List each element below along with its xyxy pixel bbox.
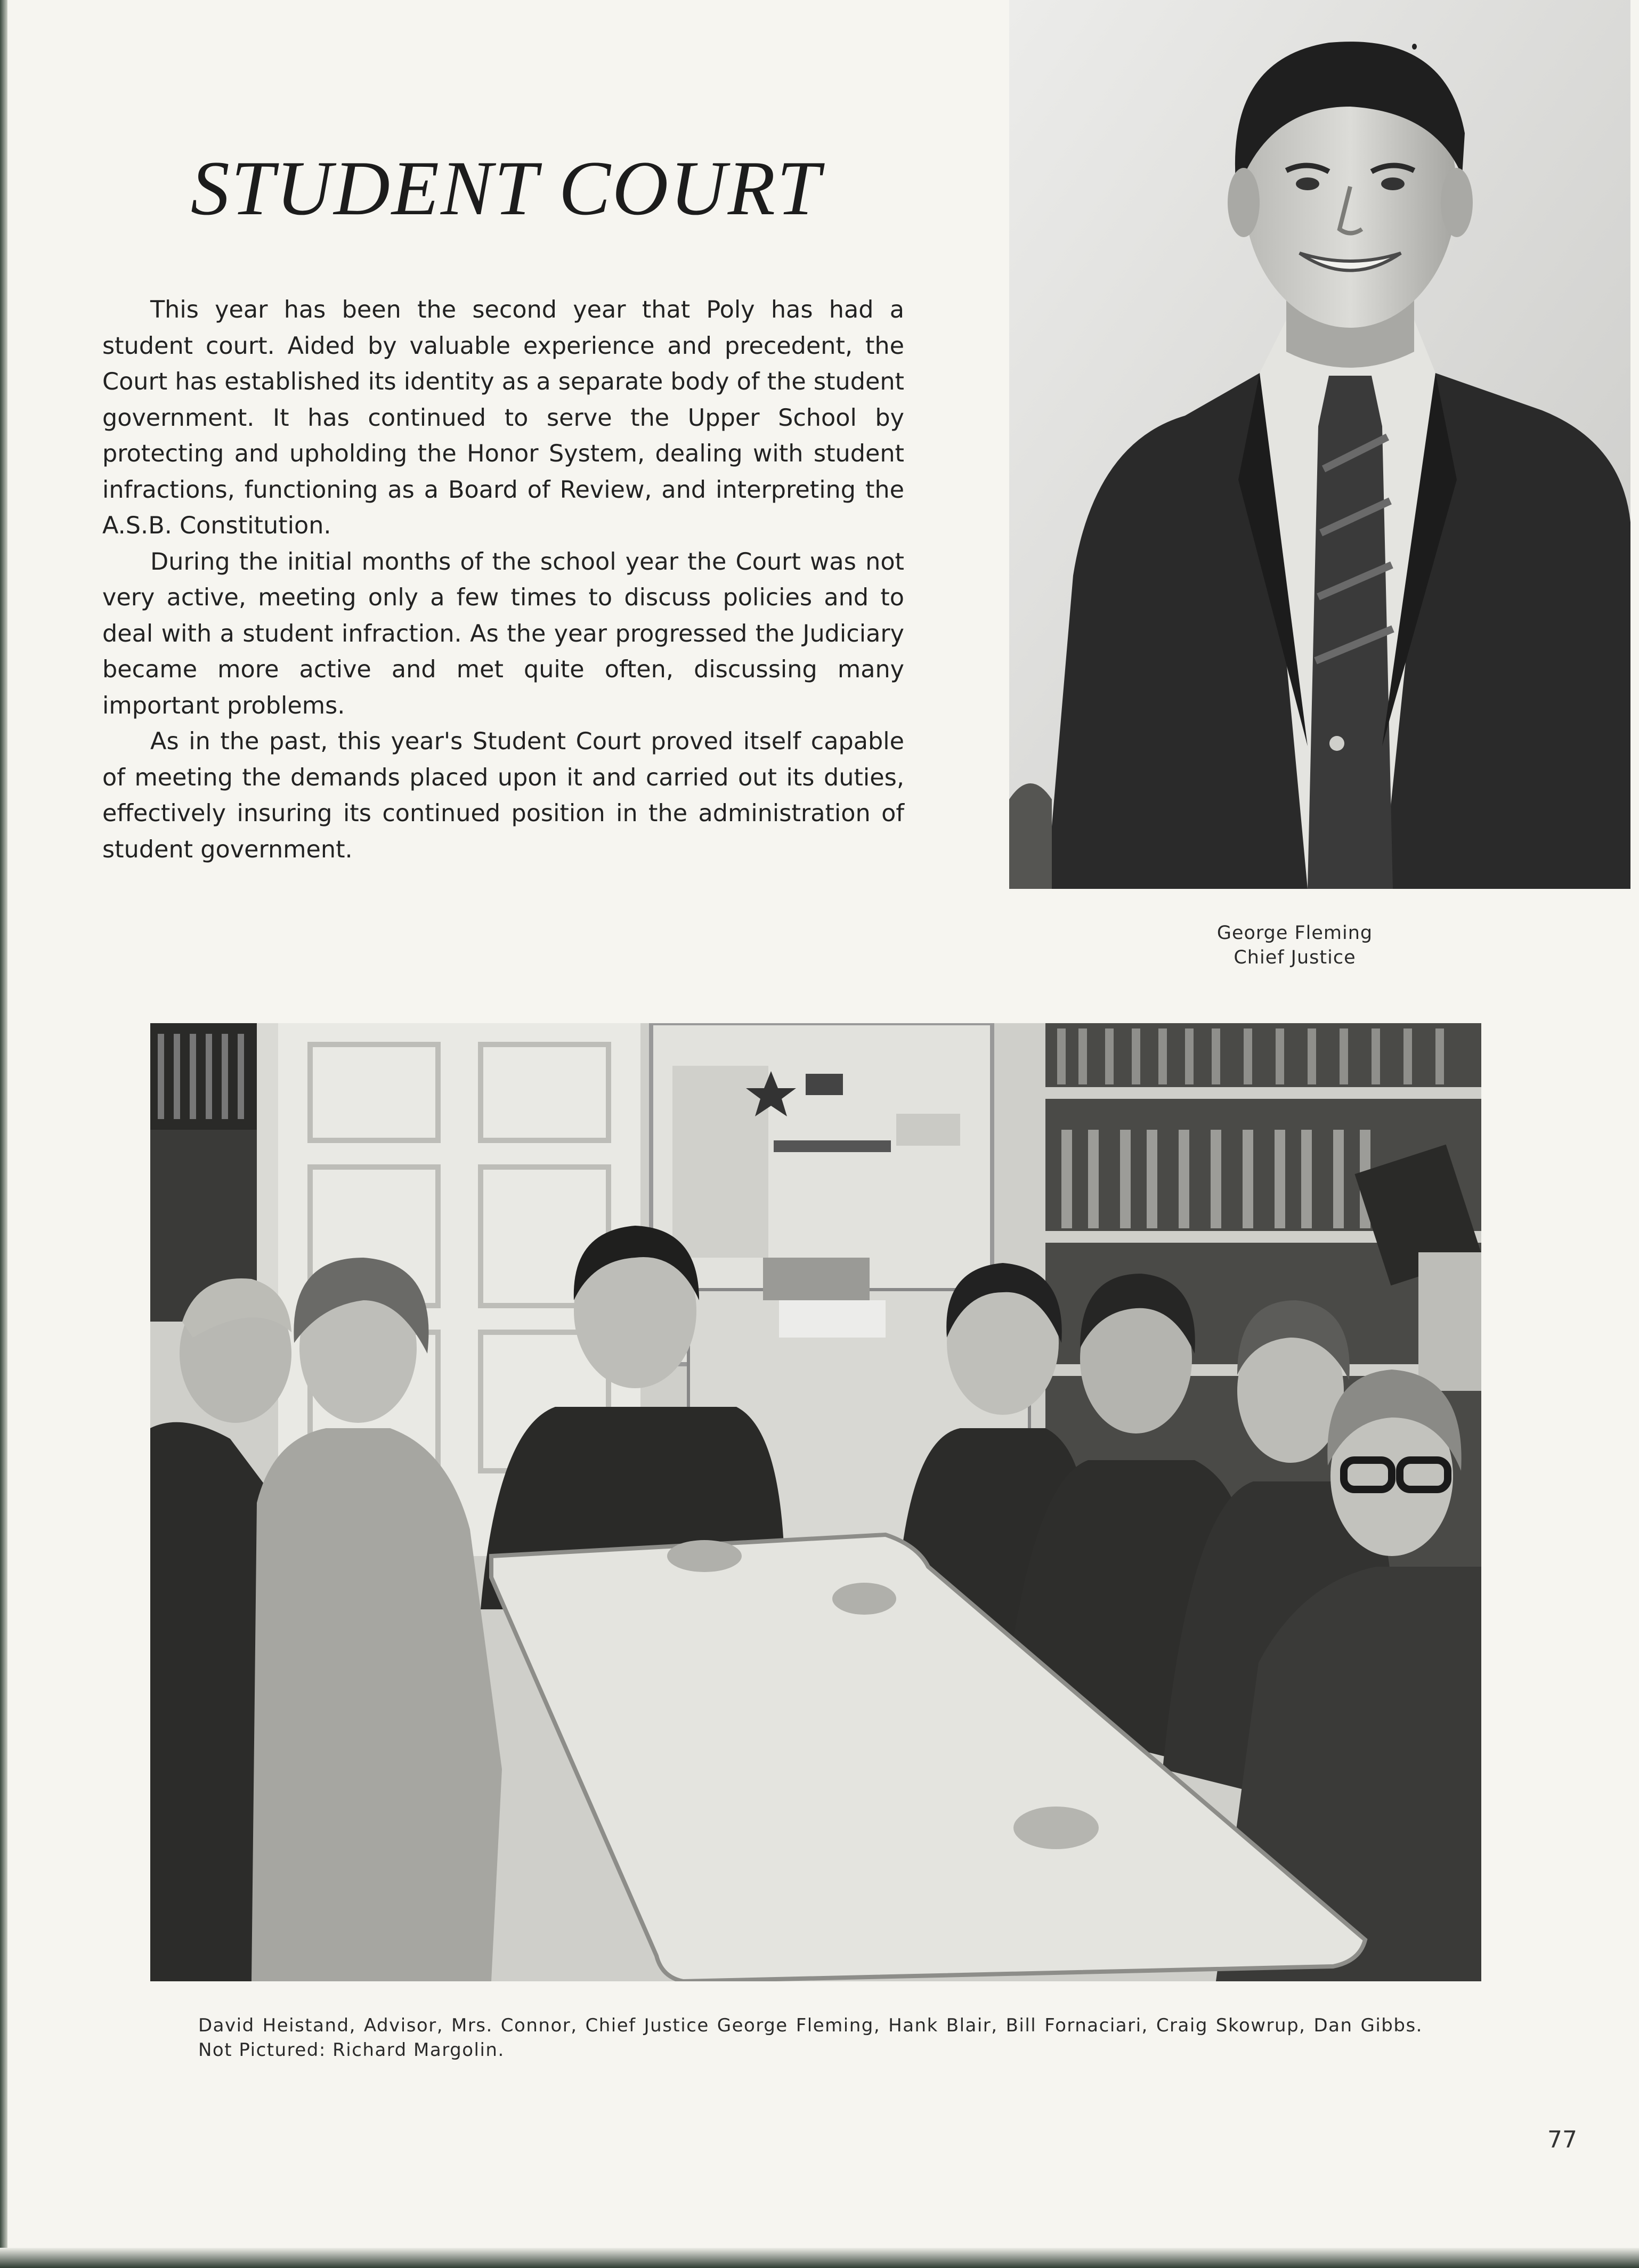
portrait-caption-name: George Fleming bbox=[1216, 922, 1373, 944]
page-title: STUDENT COURT bbox=[190, 145, 822, 231]
portrait-photo bbox=[1009, 0, 1630, 889]
page-number: 77 bbox=[1547, 2126, 1577, 2153]
page-bottom-edge bbox=[0, 2248, 1639, 2268]
portrait-caption bbox=[1183, 921, 1407, 970]
article-paragraph: As in the past, this year's Student Court proved itself capable of meeting the demands placed upon it and carried out its duties, effectively insuring its continued position in the administration of student government. bbox=[102, 728, 904, 863]
group-photo bbox=[150, 1023, 1481, 1981]
group-photo-caption: David Heistand, Advisor, Mrs. Connor, Chief Justice George Fleming, Hank Blair, Bill Fornaciari, Craig Skowrup, Dan Gibbs. Not Pictured: Richard Margolin. bbox=[198, 2015, 1423, 2061]
portrait-caption-title: Chief Justice bbox=[1234, 947, 1356, 968]
article-paragraph: This year has been the second year that Poly has had a student court. Aided by valuable experience and precedent, the Court has established its identity as a separate body of the student government. It has continued to serve the Upper School by protecting and upholding the Honor System, dealing with student infractions, functioning as a Board of Review, and interpreting the A.S.B. Constitution. bbox=[102, 296, 904, 539]
article-paragraph: During the initial months of the school year the Court was not very active, meeting only a few times to discuss policies and to deal with a student infraction. As the year progressed the Judiciary became more active and met quite often, discussing many important problems. bbox=[102, 548, 904, 719]
article-body bbox=[102, 292, 904, 868]
scan-speck bbox=[1412, 44, 1417, 50]
page-edge-shadow bbox=[0, 0, 7, 2268]
